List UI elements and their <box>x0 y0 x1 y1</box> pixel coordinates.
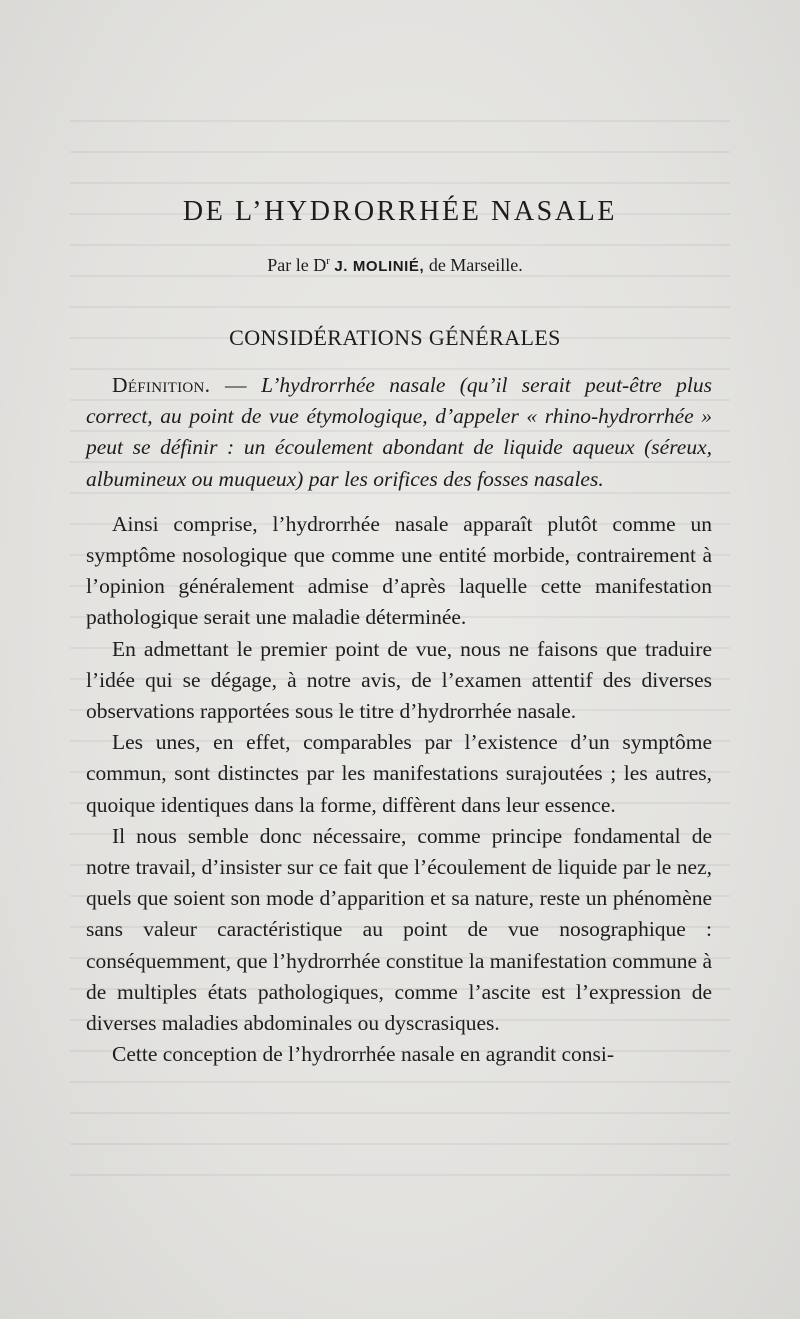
section-title: CONSIDÉRATIONS GÉNÉRALES <box>229 325 561 350</box>
definition-paragraph <box>86 370 712 495</box>
article-title: DE L’HYDRORRHÉE NASALE <box>182 196 618 227</box>
byline-suffix: de Marseille. <box>428 255 523 275</box>
definition-lead: Définition. — <box>112 373 247 397</box>
paragraph-4: Il nous semble donc nécessaire, comme principe fondamental de notre travail, d’insister sur ce fait que l’écoulement de liquide par le nez, quels que soient son mode d’apparition et sa nature, reste un phénomène sans valeur caractéristique au point de vue nosographique : conséquemment, que l’hydrorrhée constitue la manifestation commune à de multiples états pathologiques, comme l’ascite est l’expression de diverses maladies abdominales ou dyscrasiques. <box>86 823 712 1036</box>
author-name: J. MOLINIÉ, <box>334 258 425 275</box>
paragraph-5: Cette conception de l’hydrorrhée nasale en agrandit consi- <box>112 1042 615 1067</box>
body-text <box>86 370 712 1070</box>
paragraph-1: Ainsi comprise, l’hydrorrhée nasale apparaît plutôt comme un symptôme nosologique que comme une entité morbide, contrairement à l’opinion généralement admise d’après laquelle cette manifestation pathologique serait une maladie déterminée. <box>86 511 712 630</box>
paragraph-3: Les unes, en effet, comparables par l’existence d’un symptôme commun, sont distinctes par les manifestations surajoutées ; les autres, quoique identiques dans la forme, diffèrent dans leur essence. <box>86 730 712 817</box>
byline-prefix-superscript: r <box>326 255 330 267</box>
byline <box>0 255 790 276</box>
definition-text: L’hydrorrhée nasale (qu’il serait peut-être plus correct, au point de vue étymologique, d’appeler « rhino-hydrorrhée » peut se définir : un écoulement abondant de liquide aqueux (séreux, albumineux ou muqueux) par les orifices des fosses nasales. <box>86 373 712 491</box>
byline-prefix: Par le D <box>267 255 327 275</box>
paragraph-2: En admettant le premier point de vue, nous ne faisons que traduire l’idée qui se dégage, à notre avis, de l’examen attentif des diverses observations rapportées sous le titre d’hydrorrhée nasale. <box>86 636 712 724</box>
